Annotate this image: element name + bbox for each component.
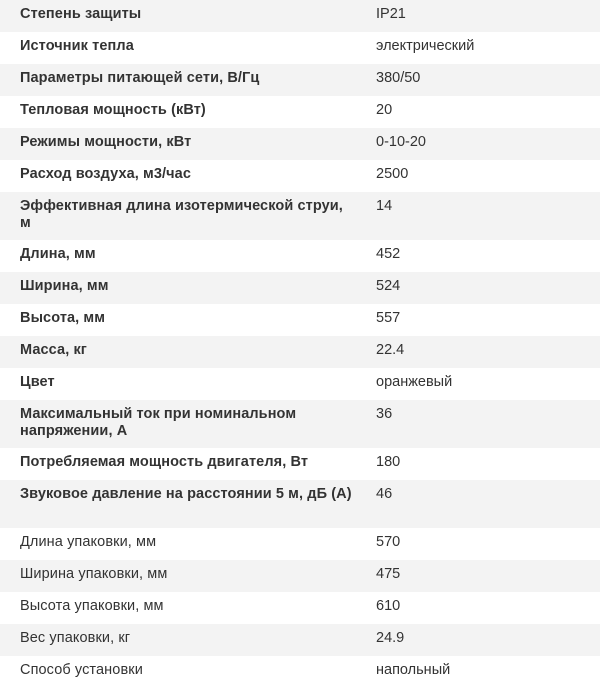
spec-value: 610	[376, 598, 401, 614]
spec-value: напольный	[376, 662, 451, 678]
spec-row-package-weight	[0, 624, 600, 656]
spec-value: 20	[376, 102, 393, 118]
spec-row-protection	[0, 0, 600, 32]
spec-value: 570	[376, 534, 401, 550]
spec-value: 46	[376, 486, 393, 502]
spec-label: Режимы мощности, кВт	[20, 134, 192, 150]
spec-value: 22.4	[376, 342, 405, 358]
spec-value: 180	[376, 454, 401, 470]
spec-value: 36	[376, 406, 393, 422]
spec-row-color	[0, 368, 600, 400]
spec-label: Степень защиты	[20, 6, 142, 22]
spec-row-sound-pressure	[0, 480, 600, 528]
spec-row-heat-power	[0, 96, 600, 128]
spec-row-max-current	[0, 400, 600, 448]
spec-value: оранжевый	[376, 374, 453, 390]
spec-value: 557	[376, 310, 401, 326]
spec-value: 475	[376, 566, 401, 582]
spec-row-heat-source	[0, 32, 600, 64]
spec-row-motor-power	[0, 448, 600, 480]
spec-label: Звуковое давление на расстоянии 5 м, дБ (А)	[20, 486, 352, 502]
spec-label: Тепловая мощность (кВт)	[20, 102, 206, 118]
spec-label: Расход воздуха, м3/час	[20, 166, 191, 182]
spec-label: Способ установки	[20, 662, 143, 678]
spec-value: 452	[376, 246, 401, 262]
spec-row-power-supply	[0, 64, 600, 96]
spec-label: Вес упаковки, кг	[20, 630, 131, 646]
spec-label: Масса, кг	[20, 342, 87, 358]
spec-row-mass	[0, 336, 600, 368]
spec-label: Ширина, мм	[20, 278, 109, 294]
spec-row-power-modes	[0, 128, 600, 160]
spec-row-mounting	[0, 656, 600, 688]
spec-label: Длина, мм	[20, 246, 96, 262]
spec-row-package-height	[0, 592, 600, 624]
spec-value: 2500	[376, 166, 409, 182]
spec-label: Потребляемая мощность двигателя, Вт	[20, 454, 309, 470]
spec-label: Ширина упаковки, мм	[20, 566, 168, 582]
spec-row-height	[0, 304, 600, 336]
spec-row-air-flow	[0, 160, 600, 192]
spec-value: 14	[376, 198, 393, 214]
spec-label: Источник тепла	[20, 38, 134, 54]
spec-row-package-width	[0, 560, 600, 592]
spec-label: Высота, мм	[20, 310, 106, 326]
spec-label: Высота упаковки, мм	[20, 598, 164, 614]
spec-label: Длина упаковки, мм	[20, 534, 157, 550]
spec-value: 380/50	[376, 70, 421, 86]
spec-row-jet-length	[0, 192, 600, 240]
spec-row-length	[0, 240, 600, 272]
spec-value: 24.9	[376, 630, 405, 646]
spec-label: Цвет	[20, 374, 55, 390]
spec-row-package-length	[0, 528, 600, 560]
spec-value: электрический	[376, 38, 475, 54]
spec-label: Максимальный ток при номинальном напряжении, А	[20, 406, 297, 439]
spec-row-width	[0, 272, 600, 304]
spec-label: Эффективная длина изотермической струи, м	[20, 198, 343, 231]
spec-value: IP21	[376, 6, 406, 22]
spec-value: 0-10-20	[376, 134, 426, 150]
spec-label: Параметры питающей сети, В/Гц	[20, 70, 260, 86]
spec-value: 524	[376, 278, 401, 294]
